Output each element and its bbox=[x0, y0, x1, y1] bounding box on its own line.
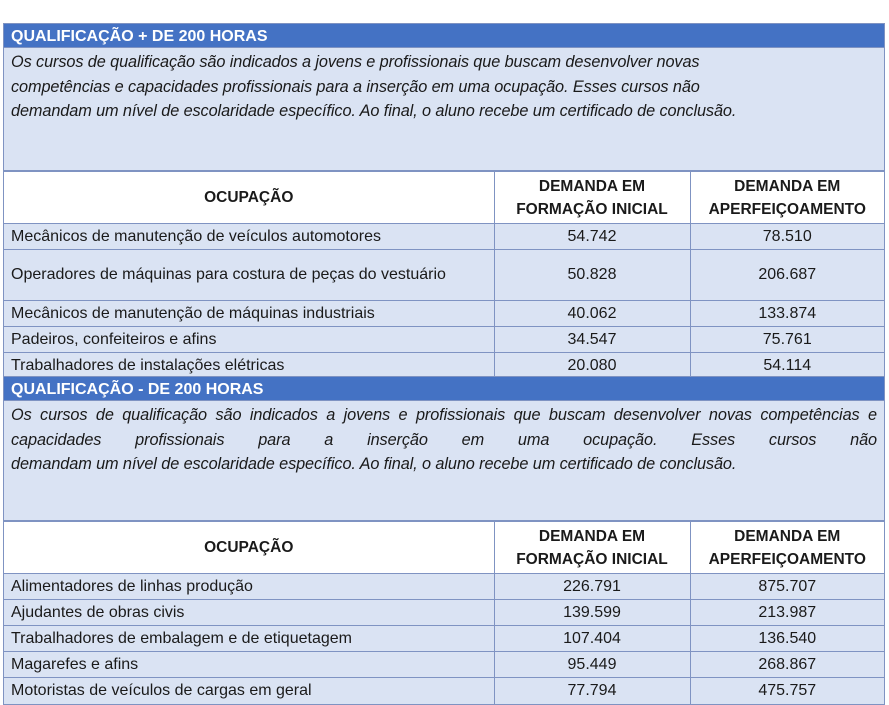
initial-demand-cell: 34.547 bbox=[494, 327, 690, 353]
header-line: DEMANDA EM bbox=[734, 177, 841, 195]
table-row bbox=[4, 600, 884, 626]
improvement-demand-cell: 75.761 bbox=[690, 327, 884, 353]
header-line: DEMANDA EM bbox=[734, 527, 841, 545]
description-line: demandam um nível de escolaridade específico. Ao final, o aluno recebe um certificado de conclusão. bbox=[11, 102, 737, 120]
initial-demand-cell: 107.404 bbox=[494, 626, 690, 652]
description-line: competências e capacidades profissionais para a inserção em uma ocupação. Esses cursos não bbox=[11, 406, 877, 449]
initial-demand-cell: 50.828 bbox=[494, 250, 690, 301]
initial-demand-cell: 95.449 bbox=[494, 652, 690, 678]
improvement-demand-cell: 206.687 bbox=[690, 250, 884, 301]
table-row bbox=[4, 327, 884, 353]
occupation-cell: Padeiros, confeiteiros e afins bbox=[4, 327, 494, 353]
section-title: QUALIFICAÇÃO - DE 200 HORAS bbox=[4, 377, 884, 401]
occupation-cell: Ajudantes de obras civis bbox=[4, 600, 494, 626]
occupation-cell: Mecânicos de manutenção de veículos automotores bbox=[4, 224, 494, 250]
improvement-demand-cell: 213.987 bbox=[690, 600, 884, 626]
table-row bbox=[4, 250, 884, 301]
improvement-demand-header bbox=[690, 522, 884, 574]
header-line: FORMAÇÃO INICIAL bbox=[516, 200, 668, 218]
header-line: DEMANDA EM bbox=[538, 177, 646, 195]
improvement-demand-cell: 475.757 bbox=[690, 678, 884, 704]
table-row bbox=[4, 678, 884, 704]
occupation-header: OCUPAÇÃO bbox=[4, 522, 494, 574]
description-line: demandam um nível de escolaridade específico. Ao final, o aluno recebe um certificado de conclusão. bbox=[11, 455, 737, 473]
occupation-cell: Trabalhadores de instalações elétricas bbox=[4, 353, 494, 379]
table-row bbox=[4, 574, 884, 600]
improvement-demand-cell: 875.707 bbox=[690, 574, 884, 600]
initial-demand-header bbox=[494, 522, 690, 574]
occupation-header: OCUPAÇÃO bbox=[4, 172, 494, 224]
occupation-cell: Alimentadores de linhas produção bbox=[4, 574, 494, 600]
header-line: APERFEIÇOAMENTO bbox=[708, 550, 866, 568]
occupation-cell: Mecânicos de manutenção de máquinas industriais bbox=[4, 301, 494, 327]
header-line: FORMAÇÃO INICIAL bbox=[516, 550, 668, 568]
table-header-row bbox=[4, 522, 884, 574]
occupation-cell: Trabalhadores de embalagem e de etiquetagem bbox=[4, 626, 494, 652]
table-header-row bbox=[4, 172, 884, 224]
improvement-demand-cell: 268.867 bbox=[690, 652, 884, 678]
demand-table bbox=[4, 521, 884, 704]
header-line: APERFEIÇOAMENTO bbox=[708, 200, 866, 218]
initial-demand-cell: 40.062 bbox=[494, 301, 690, 327]
qualification-under-200h-section bbox=[3, 376, 885, 705]
initial-demand-cell: 139.599 bbox=[494, 600, 690, 626]
initial-demand-cell: 20.080 bbox=[494, 353, 690, 379]
improvement-demand-header bbox=[690, 172, 884, 224]
description-line: competências e capacidades profissionais para a inserção em uma ocupação. Esses cursos não bbox=[11, 77, 700, 96]
occupation-cell: Magarefes e afins bbox=[4, 652, 494, 678]
table-row bbox=[4, 652, 884, 678]
header-line: DEMANDA EM bbox=[538, 527, 646, 545]
table-row bbox=[4, 224, 884, 250]
improvement-demand-cell: 54.114 bbox=[690, 353, 884, 379]
initial-demand-cell: 226.791 bbox=[494, 574, 690, 600]
occupation-cell: Operadores de máquinas para costura de peças do vestuário bbox=[4, 250, 494, 301]
table-row bbox=[4, 626, 884, 652]
occupation-cell: Motoristas de veículos de cargas em geral bbox=[4, 678, 494, 704]
initial-demand-header bbox=[494, 172, 690, 224]
qualification-over-200h-section bbox=[3, 23, 885, 380]
table-row bbox=[4, 353, 884, 379]
section-description bbox=[4, 48, 884, 171]
section-description bbox=[4, 401, 884, 521]
table-row bbox=[4, 301, 884, 327]
initial-demand-cell: 54.742 bbox=[494, 224, 690, 250]
improvement-demand-cell: 136.540 bbox=[690, 626, 884, 652]
initial-demand-cell: 77.794 bbox=[494, 678, 690, 704]
description-line: Os cursos de qualificação são indicados a jovens e profissionais que buscam desenvolver novas bbox=[11, 406, 752, 424]
improvement-demand-cell: 133.874 bbox=[690, 301, 884, 327]
section-title: QUALIFICAÇÃO + DE 200 HORAS bbox=[4, 24, 884, 48]
improvement-demand-cell: 78.510 bbox=[690, 224, 884, 250]
demand-table bbox=[4, 171, 884, 379]
description-line: Os cursos de qualificação são indicados a jovens e profissionais que buscam desenvolver novas bbox=[11, 53, 700, 71]
